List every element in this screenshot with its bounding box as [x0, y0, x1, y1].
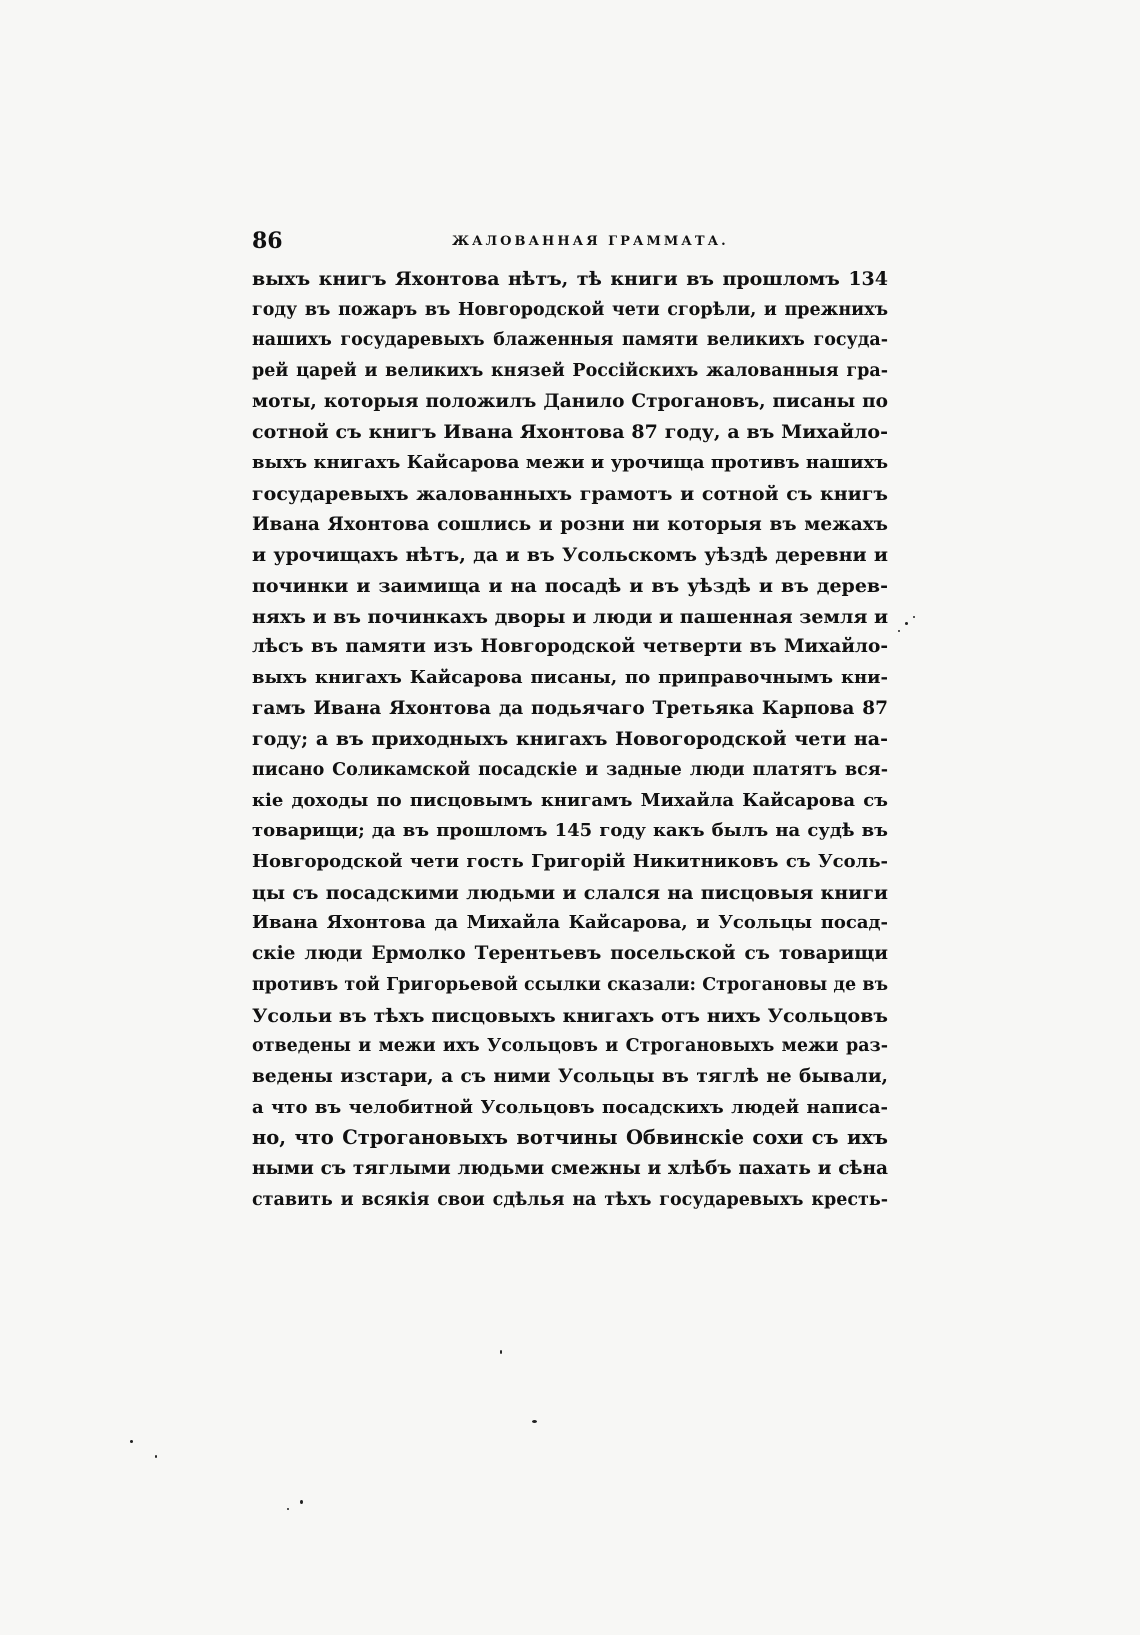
text-line: гамъ Ивана Яхонтова да подьячаго Третьяка Карпова 87 — [252, 697, 888, 719]
scan-speck — [898, 630, 900, 632]
text-line: нашихъ государевыхъ блаженныя памяти великихъ госуда- — [252, 330, 888, 351]
text-line: и урочищахъ нѣтъ, да и въ Усольскомъ уѣздѣ деревни и — [252, 544, 888, 567]
scan-speck — [913, 616, 915, 618]
book-page — [252, 228, 888, 1215]
scan-speck — [155, 1455, 157, 1458]
text-line: рей царей и великихъ князей Россійскихъ жалованныя гра- — [252, 361, 888, 382]
scan-speck — [287, 1508, 289, 1510]
text-line: цы съ посадскими людьми и слался на писцовыя книги — [252, 881, 888, 904]
text-line: противъ той Григорьевой ссылки сказали: Строгановы де въ — [252, 974, 888, 995]
scan-speck — [905, 622, 908, 625]
text-line: выхъ книгахъ Кайсарова межи и урочища противъ нашихъ — [252, 452, 888, 474]
text-line: Усольи въ тѣхъ писцовыхъ книгахъ отъ нихъ Усольцовъ — [252, 1004, 888, 1027]
text-line: лѣсъ въ памяти изъ Новгородской четверти въ Михайло- — [252, 636, 888, 658]
text-line: скіе люди Ермолко Терентьевъ посельской съ товарищи — [252, 943, 888, 965]
scan-speck — [300, 1500, 303, 1504]
text-line: ставить и всякія свои сдѣлья на тѣхъ государевыхъ кресть- — [252, 1189, 888, 1210]
text-line: ведены изстари, а съ ними Усольцы въ тяглѣ не бывали, — [252, 1065, 888, 1087]
page-number: 86 — [252, 228, 283, 254]
page-header — [252, 228, 888, 264]
scan-speck — [532, 1420, 537, 1423]
scan-speck — [130, 1440, 133, 1443]
text-line: году въ пожаръ въ Новгородской чети сгорѣли, и прежнихъ — [252, 299, 888, 320]
text-line: отведены и межи ихъ Усольцовъ и Строгановыхъ межи раз- — [252, 1036, 888, 1057]
text-line: Ивана Яхонтова сошлись и розни ни которыя въ межахъ — [252, 513, 888, 535]
text-line: починки и заимища и на посадѣ и въ уѣздѣ и въ дерев- — [252, 574, 888, 597]
text-line: но, что Строгановыхъ вотчины Обвинскіе сохи съ ихъ — [252, 1126, 888, 1150]
text-line: сотной съ книгъ Ивана Яхонтова 87 году, а въ Михайло- — [252, 421, 888, 444]
scan-speck — [500, 1350, 502, 1354]
text-line: моты, которыя положилъ Данило Строгановъ, писаны по — [252, 390, 888, 412]
text-line: Ивана Яхонтова да Михайла Кайсарова, и Усольцы посад- — [252, 912, 888, 934]
text-line: товарищи; да въ прошломъ 145 году какъ былъ на судѣ въ — [252, 820, 888, 842]
text-line: выхъ книгахъ Кайсарова писаны, по приправочнымъ кни- — [252, 666, 888, 688]
text-line: няхъ и въ починкахъ дворы и люди и пашенная земля и — [252, 605, 888, 628]
text-line: а что въ челобитной Усольцовъ посадскихъ людей написа- — [252, 1096, 888, 1118]
text-line: кіе доходы по писцовымъ книгамъ Михайла Кайсарова съ — [252, 789, 888, 811]
text-line: государевыхъ жалованныхъ грамотъ и сотной съ книгъ — [252, 482, 888, 505]
body-text — [252, 264, 888, 1215]
text-line: писано Соликамской посадскіе и задные люди платятъ вся- — [252, 760, 888, 780]
text-line: году; а въ приходныхъ книгахъ Новогородской чети на- — [252, 728, 888, 751]
text-line: выхъ книгъ Яхонтова нѣтъ, тѣ книги въ прошломъ 134 — [252, 268, 888, 290]
text-line: Новгородской чети гость Григорій Никитниковъ съ Усоль- — [252, 851, 888, 873]
running-title: ЖАЛОВАННАЯ ГРАММАТА. — [452, 234, 729, 249]
text-line: ными съ тяглыми людьми смежны и хлѣбъ пахать и сѣна — [252, 1157, 888, 1179]
